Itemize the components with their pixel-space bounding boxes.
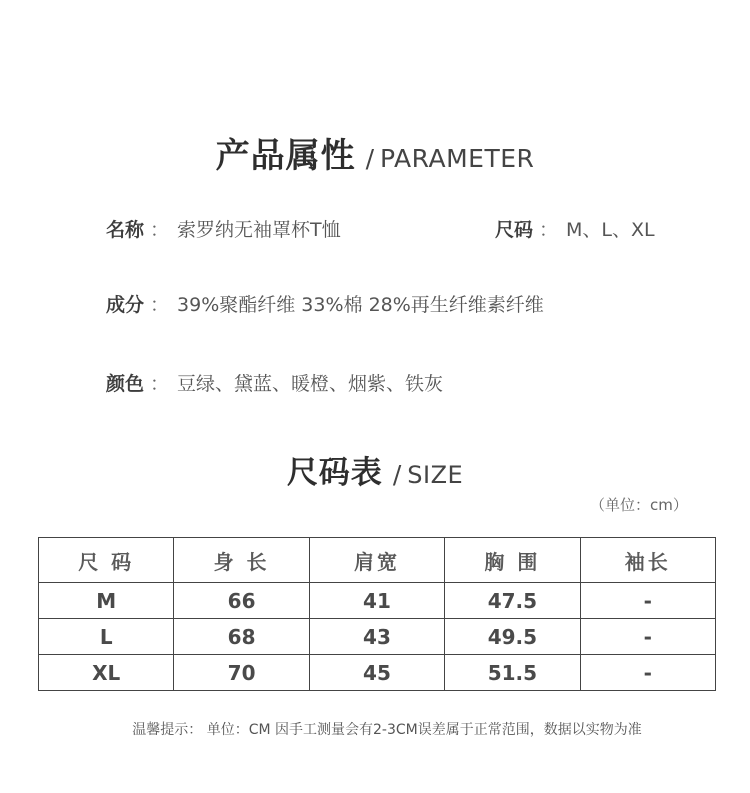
cell-length: 68: [174, 619, 309, 655]
cell-size: M: [39, 583, 174, 619]
attr-name: 名称 ： 索罗纳无袖罩杯T恤: [106, 219, 341, 241]
attr-sizes-value: M、L、XL: [566, 219, 655, 241]
attr-sizes: 尺码 ： M、L、XL: [495, 219, 655, 241]
cell-sleeve: -: [580, 619, 715, 655]
cell-size: XL: [39, 655, 174, 691]
size-heading: [0, 447, 750, 492]
size-title-en: SIZE: [407, 461, 464, 489]
cell-chest: 49.5: [445, 619, 580, 655]
header-sleeve: 袖长: [580, 538, 715, 583]
size-title-separator: /: [392, 460, 402, 489]
cell-length: 70: [174, 655, 309, 691]
attr-colors-label: 颜色: [106, 373, 145, 395]
cell-size: L: [39, 619, 174, 655]
cell-shoulder: 43: [309, 619, 444, 655]
parameter-title-separator: /: [365, 144, 375, 173]
attr-colors: 颜色 ： 豆绿、黛蓝、暖橙、烟紫、铁灰: [106, 373, 444, 395]
table-header-row: [39, 538, 716, 583]
measurement-tip: 温馨提示： 单位：CM 因手工测量会有2-3CM误差属于正常范围，数据以实物为准: [132, 722, 642, 738]
parameter-heading: [0, 128, 750, 177]
size-title-cn: 尺码表: [286, 455, 383, 491]
cell-shoulder: 45: [309, 655, 444, 691]
cell-length: 66: [174, 583, 309, 619]
table-row: [39, 655, 716, 691]
parameter-title-en: PARAMETER: [380, 144, 535, 173]
cell-chest: 51.5: [445, 655, 580, 691]
attr-composition-value: 39%聚酯纤维 33%棉 28%再生纤维素纤维: [177, 294, 544, 316]
size-table: [38, 537, 716, 691]
attr-colors-value: 豆绿、黛蓝、暖橙、烟紫、铁灰: [177, 373, 444, 395]
table-row: [39, 619, 716, 655]
attr-composition-label: 成分: [106, 294, 145, 316]
header-length: 身 长: [174, 538, 309, 583]
unit-note: （单位：cm）: [590, 496, 688, 514]
header-chest: 胸 围: [445, 538, 580, 583]
attr-name-label: 名称: [106, 219, 145, 241]
cell-sleeve: -: [580, 655, 715, 691]
parameter-title-cn: 产品属性: [215, 136, 356, 176]
header-size: 尺 码: [39, 538, 174, 583]
header-shoulder: 肩宽: [309, 538, 444, 583]
table-row: [39, 583, 716, 619]
attr-name-value: 索罗纳无袖罩杯T恤: [177, 219, 341, 241]
cell-sleeve: -: [580, 583, 715, 619]
cell-shoulder: 41: [309, 583, 444, 619]
cell-chest: 47.5: [445, 583, 580, 619]
attr-sizes-label: 尺码: [495, 219, 534, 241]
attr-composition: 成分 ： 39%聚酯纤维 33%棉 28%再生纤维素纤维: [106, 294, 544, 316]
